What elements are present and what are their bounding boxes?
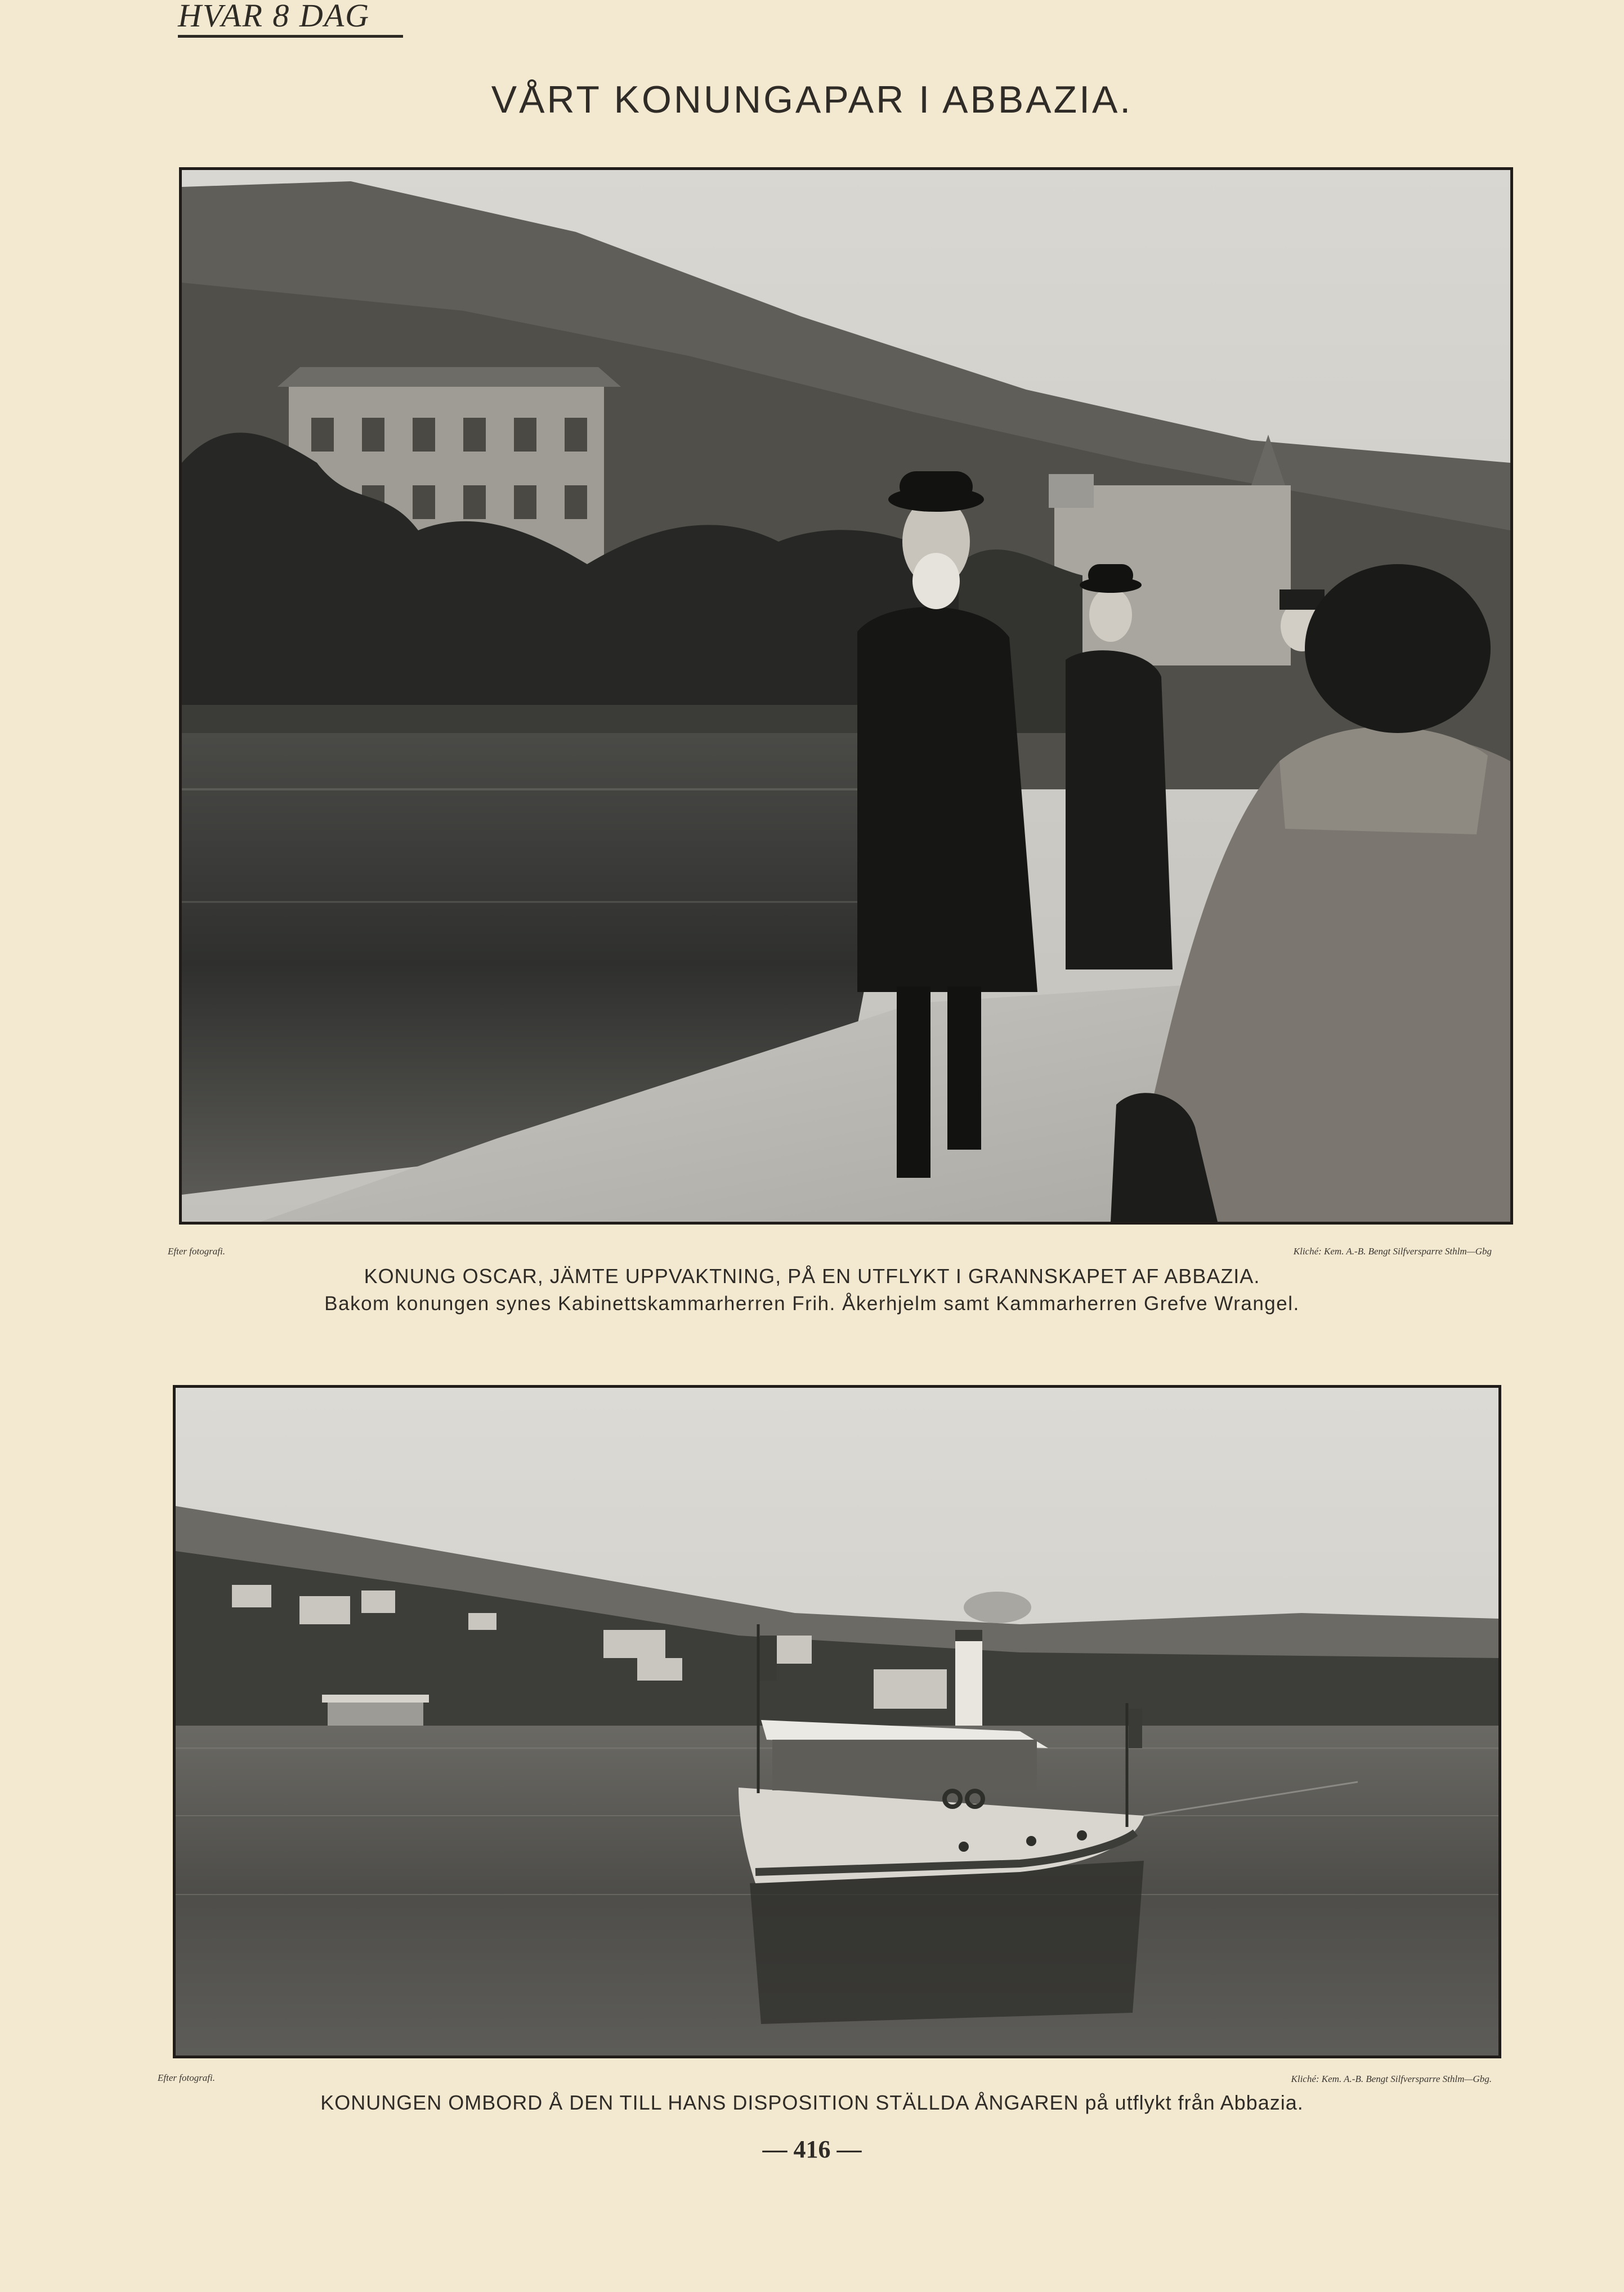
photo2-credit-right: Kliché: Kem. A.-B. Bengt Silfversparre Sthlm—Gbg. bbox=[1291, 2074, 1492, 2084]
page-title: VÅRT KONUNGAPAR I ABBAZIA. bbox=[491, 78, 1133, 121]
photo2-caption: KONUNGEN OMBORD Å DEN TILL HANS DISPOSITION STÄLLDA ÅNGAREN på utflykt från Abbazia. bbox=[320, 2091, 1304, 2114]
photo1-credit-right: Kliché: Kem. A.-B. Bengt Silfversparre Sthlm—Gbg bbox=[1293, 1246, 1492, 1257]
photo2-credit-left: Efter fotografi. bbox=[158, 2072, 215, 2083]
photo1-credit-left: Efter fotografi. bbox=[168, 1246, 225, 1257]
running-head: HVAR 8 DAG bbox=[178, 0, 403, 38]
page-number: — 416 — bbox=[762, 2135, 862, 2163]
photo-king-oscar-image bbox=[182, 170, 1510, 1222]
photo-steamer-image bbox=[176, 1388, 1498, 2056]
photo-steamer-boat bbox=[173, 1385, 1501, 2058]
photo-king-oscar-promenade bbox=[179, 167, 1513, 1225]
photo1-subcaption: Bakom konungen synes Kabinettskammarherren Frih. Åkerhjelm samt Kammarherren Grefve Wrangel. bbox=[324, 1293, 1300, 1315]
photo1-caption: KONUNG OSCAR, JÄMTE UPPVAKTNING, PÅ EN UTFLYKT I GRANNSKAPET AF ABBAZIA. bbox=[364, 1265, 1260, 1288]
